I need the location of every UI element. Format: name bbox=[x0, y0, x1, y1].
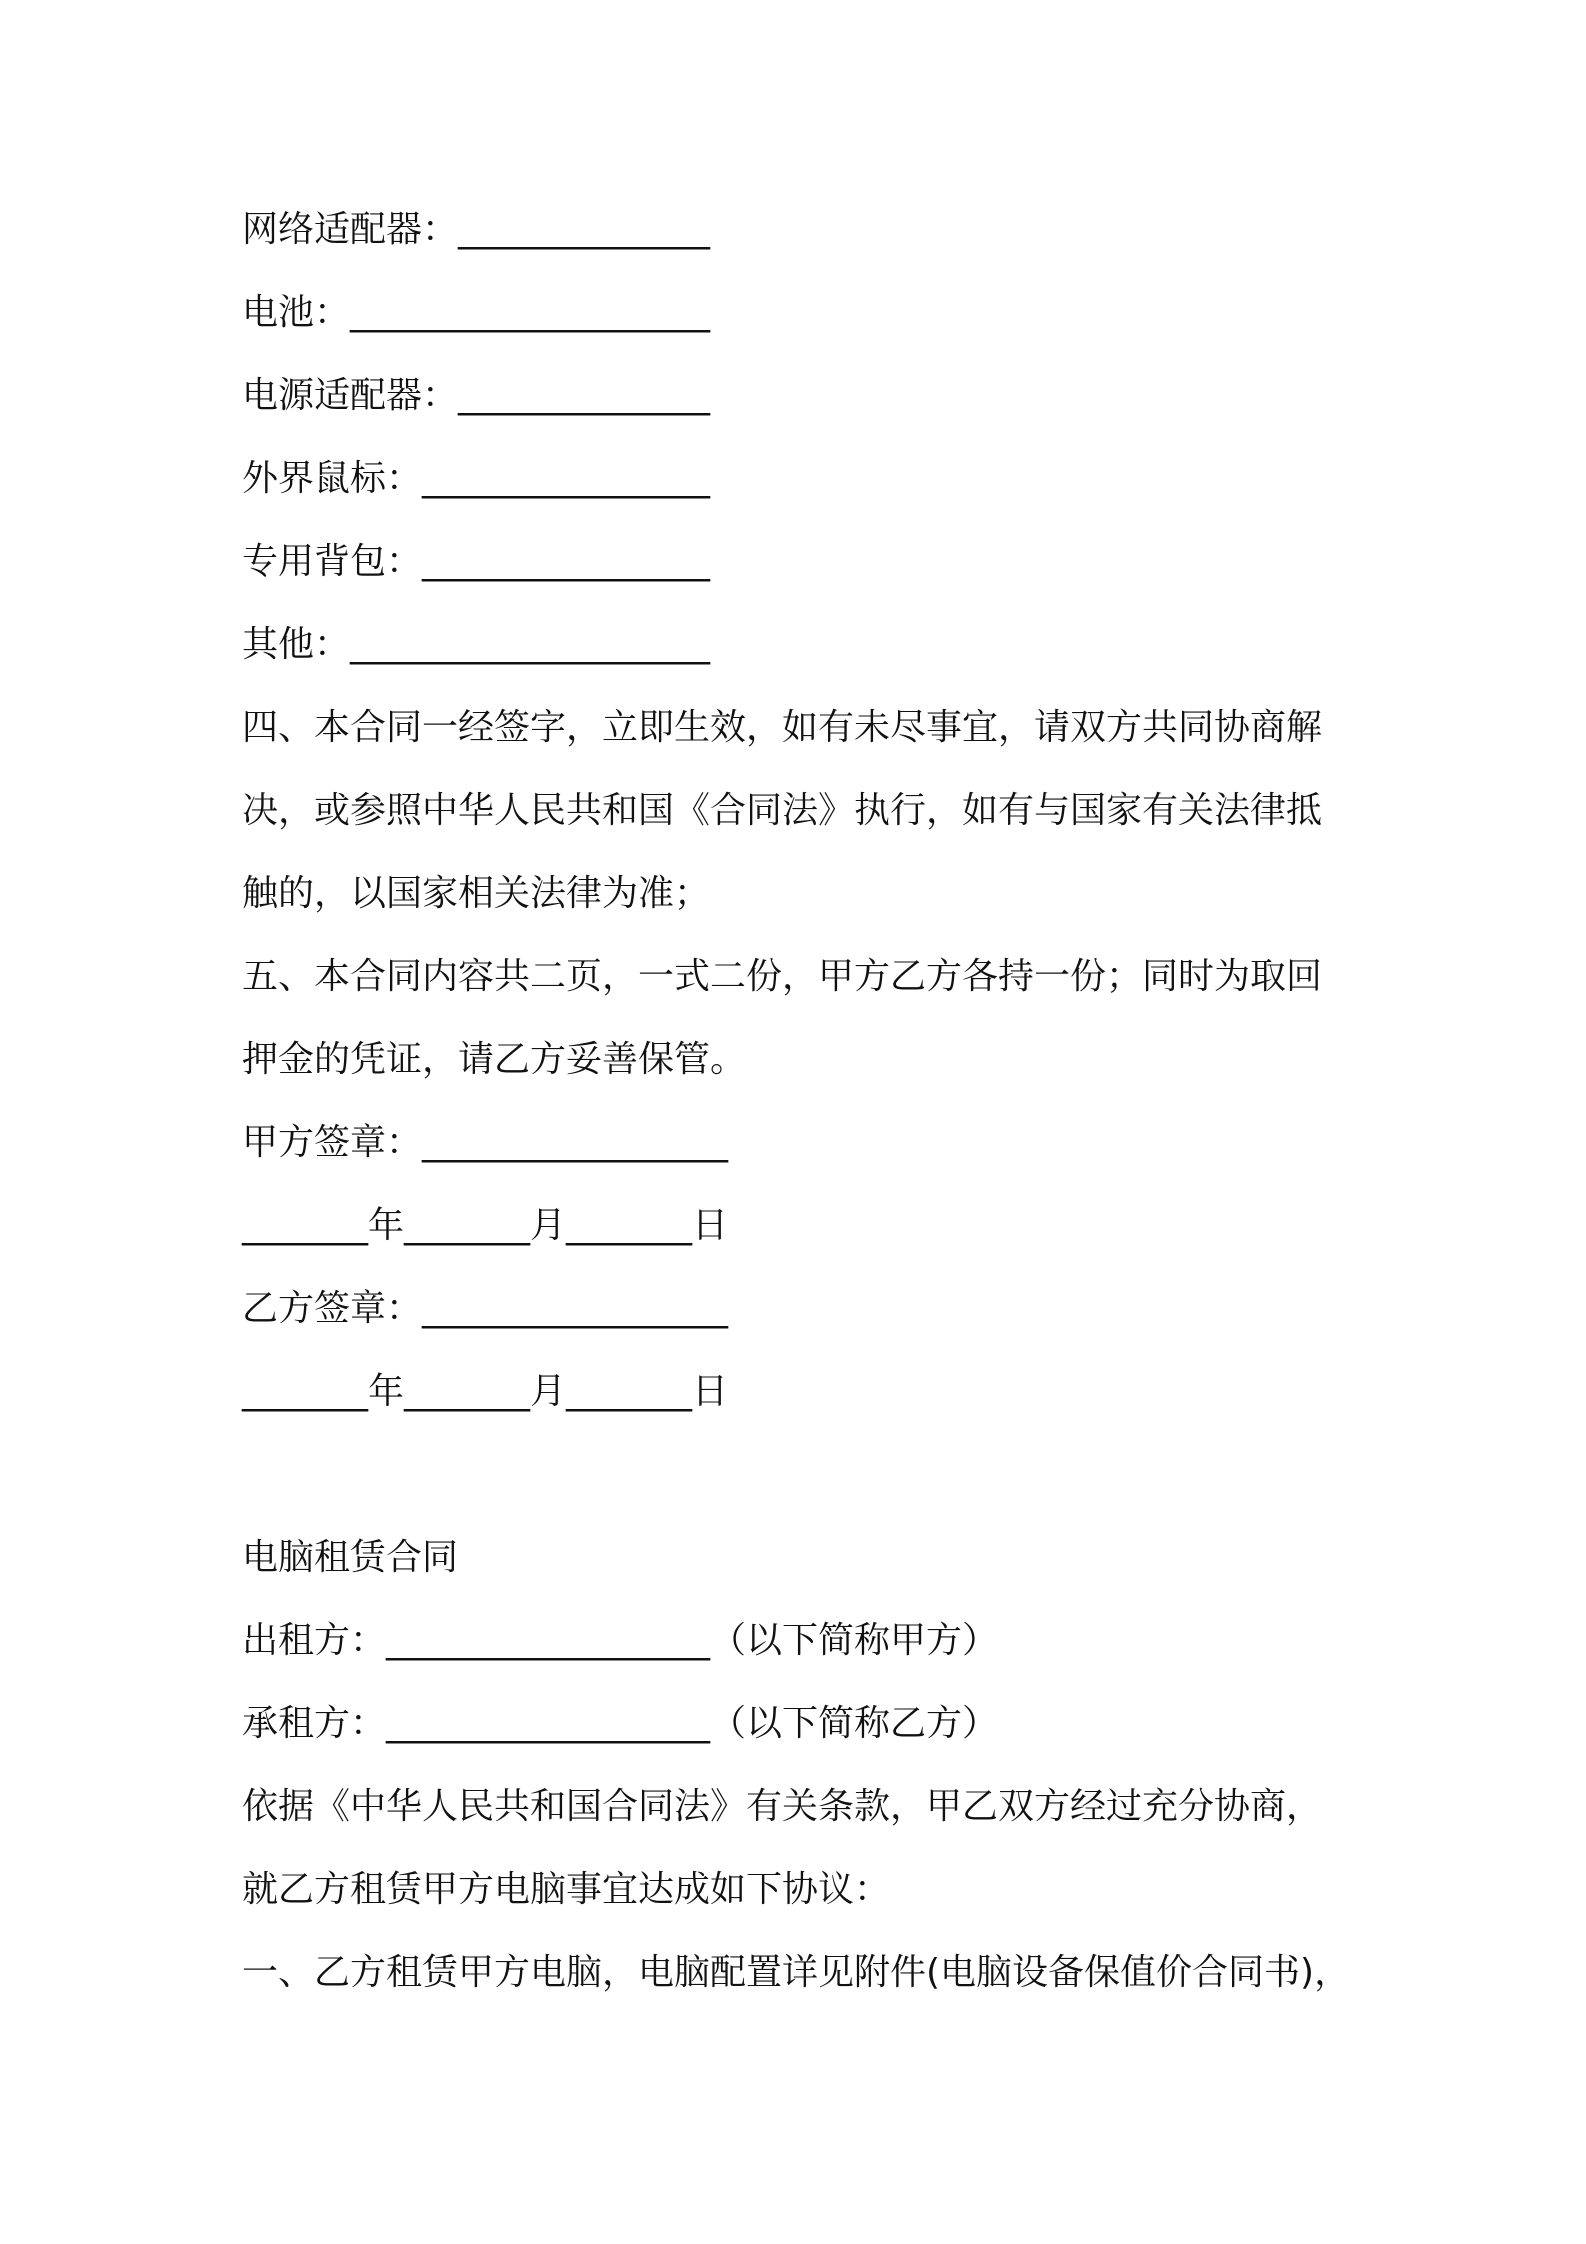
preamble-line-2: 就乙方租赁甲方电脑事宜达成如下协议： bbox=[242, 1869, 891, 1910]
party-a-date-field: _______年_______月_______日 bbox=[242, 1205, 728, 1246]
power-adapter-field: 电源适配器：______________ bbox=[242, 375, 711, 416]
clause-five-line-1: 五、本合同内容共二页，一式二份，甲方乙方各持一份；同时为取回 bbox=[242, 956, 1323, 997]
battery-field: 电池：____________________ bbox=[242, 292, 711, 333]
party-b-date-field: _______年_______月_______日 bbox=[242, 1371, 728, 1412]
contract-title: 电脑租赁合同 bbox=[242, 1537, 459, 1578]
lessor-field: 出租方：__________________（以下简称甲方） bbox=[242, 1620, 999, 1661]
party-b-signature-field: 乙方签章：_________________ bbox=[242, 1288, 729, 1329]
preamble-line-1: 依据《中华人民共和国合同法》有关条款，甲乙双方经过充分协商， bbox=[242, 1786, 1323, 1827]
dedicated-backpack-field: 专用背包：________________ bbox=[242, 541, 711, 582]
network-adapter-field: 网络适配器：______________ bbox=[242, 209, 711, 250]
clause-four-line-1: 四、本合同一经签字，立即生效，如有未尽事宜，请双方共同协商解 bbox=[242, 707, 1323, 748]
clause-four-line-2: 决，或参照中华人民共和国《合同法》执行，如有与国家有关法律抵 bbox=[242, 790, 1323, 831]
clause-one-line-1: 一、乙方租赁甲方电脑，电脑配置详见附件(电脑设备保值价合同书)， bbox=[242, 1952, 1351, 1993]
clause-five-line-2: 押金的凭证，请乙方妥善保管。 bbox=[242, 1039, 747, 1080]
other-field: 其他：____________________ bbox=[242, 624, 711, 665]
lessee-field: 承租方：__________________（以下简称乙方） bbox=[242, 1703, 999, 1744]
clause-four-line-3: 触的，以国家相关法律为准； bbox=[242, 873, 711, 914]
party-a-signature-field: 甲方签章：_________________ bbox=[242, 1122, 729, 1163]
external-mouse-field: 外界鼠标：________________ bbox=[242, 458, 711, 499]
